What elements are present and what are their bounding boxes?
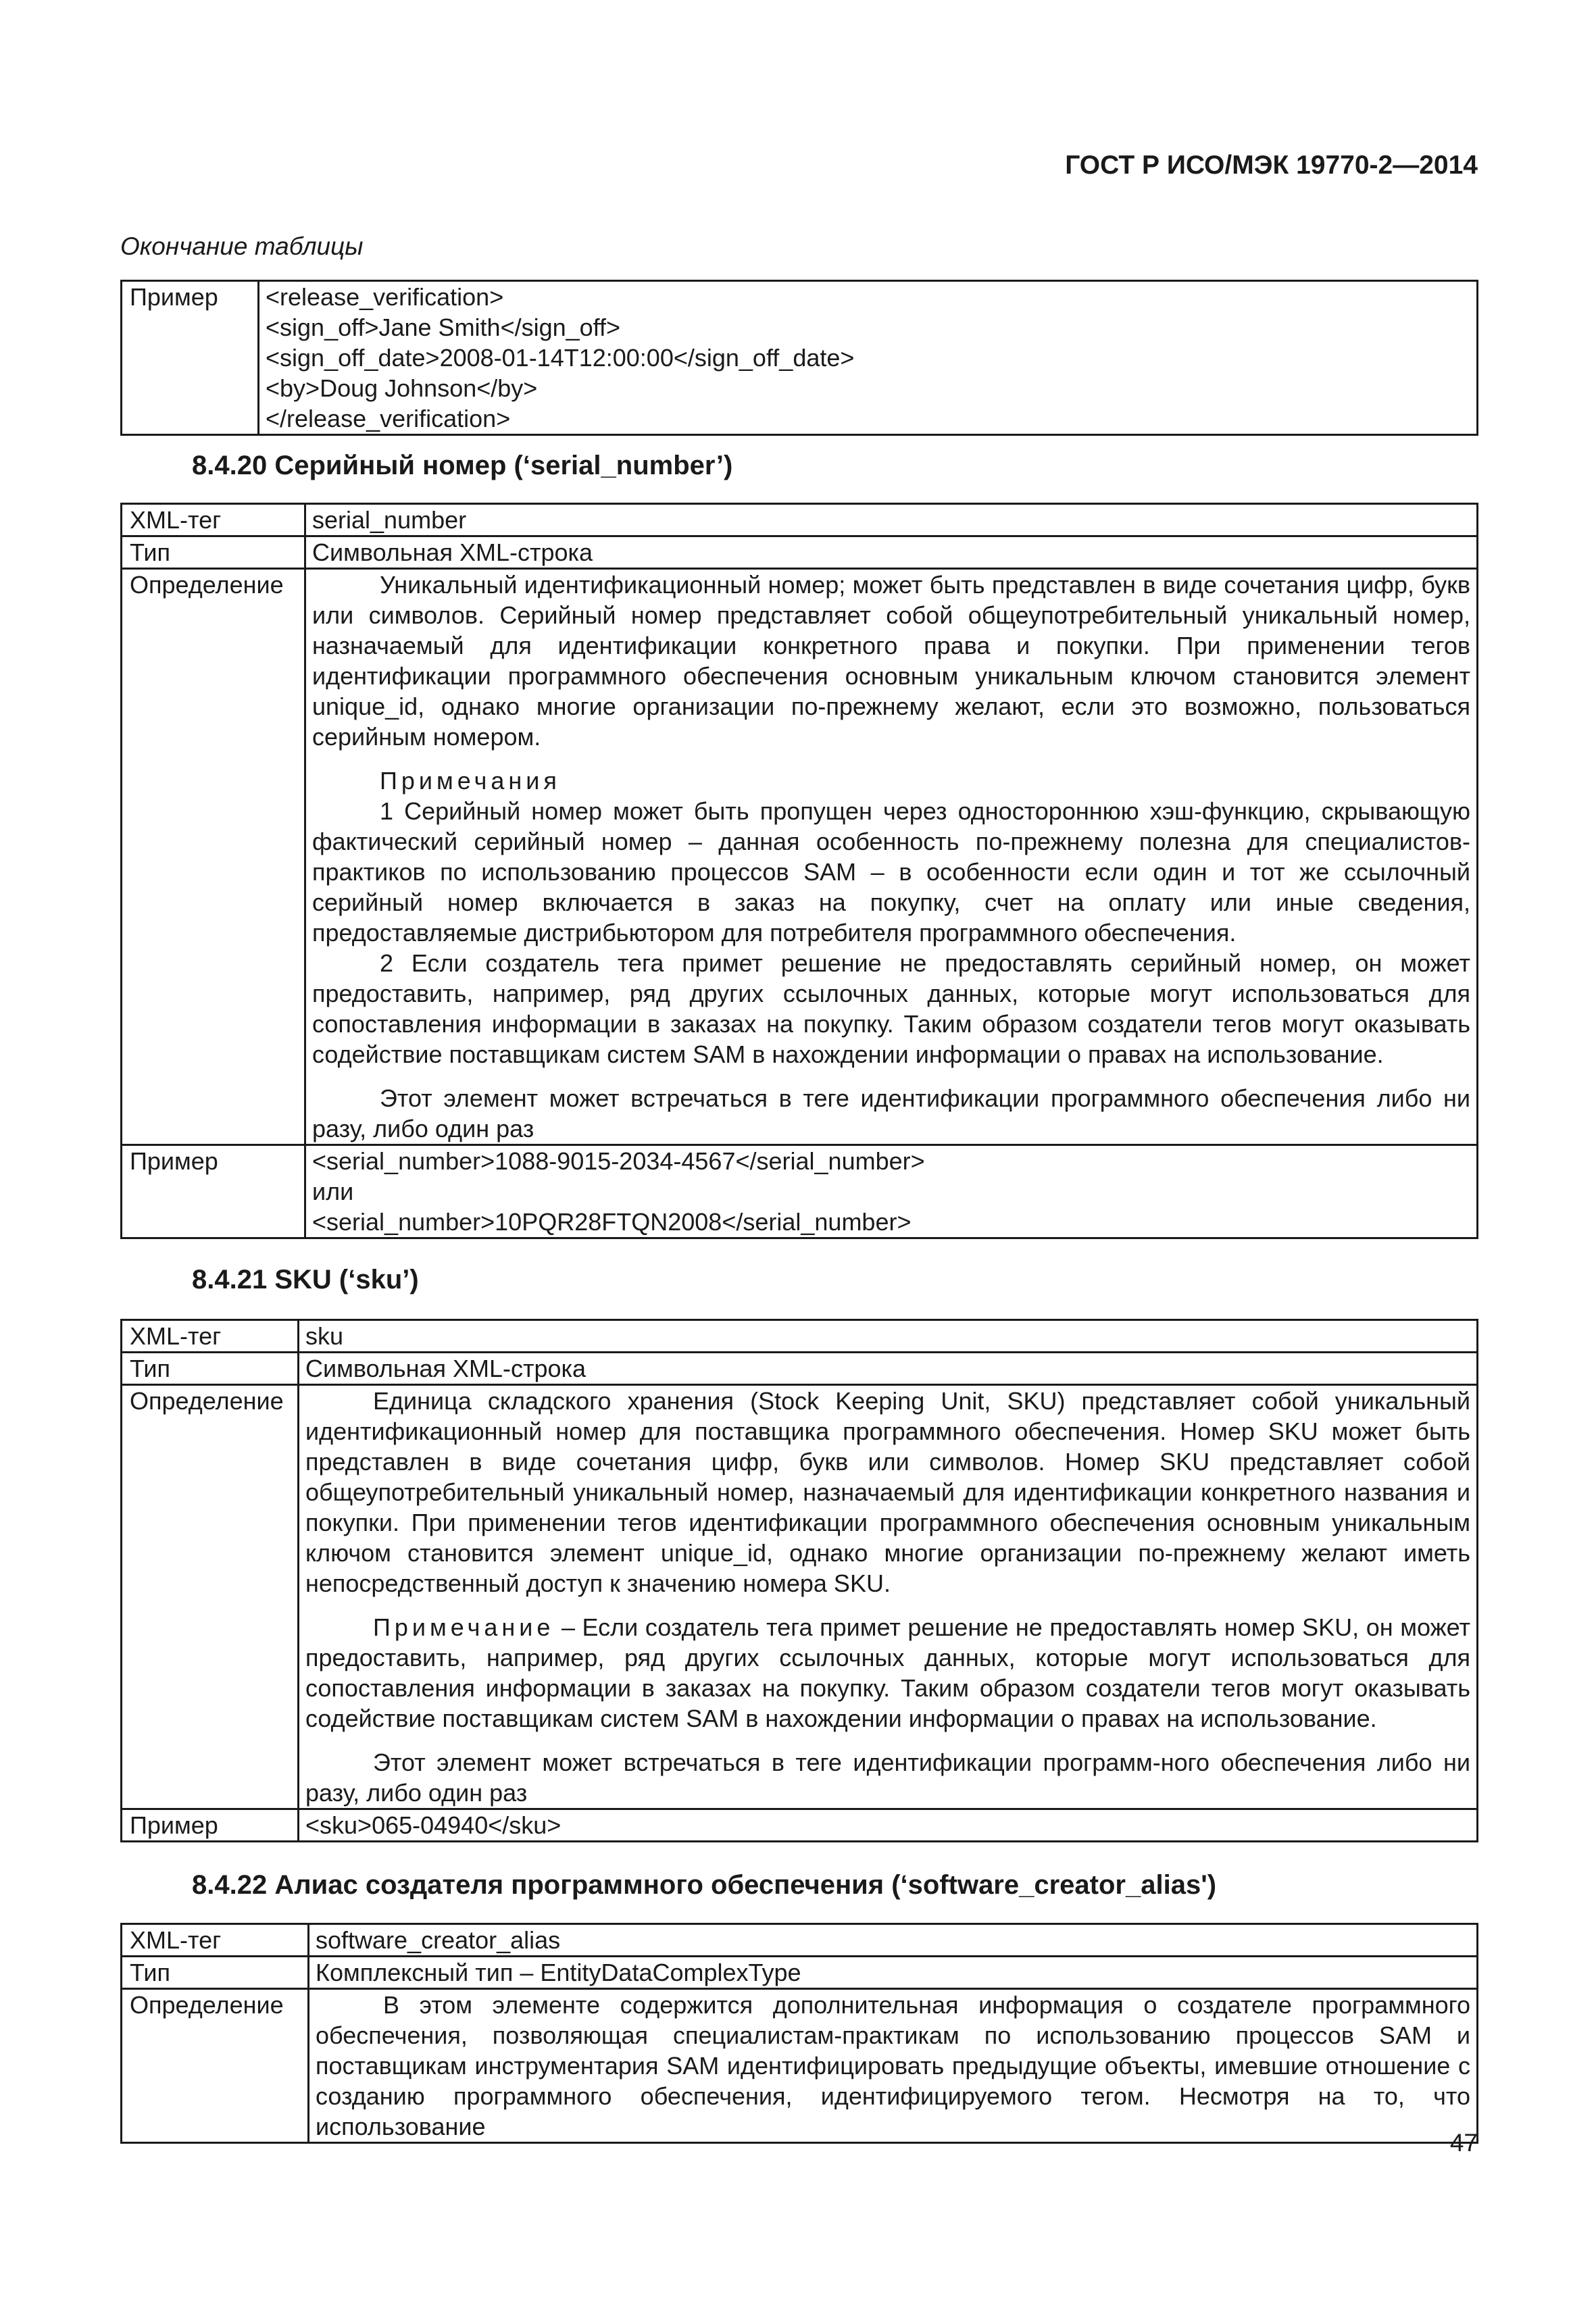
serial-number-table [120, 503, 1478, 1239]
definition-text: В этом элементе содержится дополнительная информация о создателе программного обеспечения, позволяющая специалистам-практикам по использованию процессов SAM и поставщикам инструментария SAM идентифицировать предыдущие объекты, имевшие отношение с созданию программного обеспечения, идентифицируемого тегом. Несмотря на то, что использование [316, 1991, 1470, 2140]
table-row [122, 1989, 1478, 2143]
note-title: Примечание [373, 1613, 555, 1641]
example-label: Пример [122, 281, 259, 435]
definition-label: Определение [122, 569, 305, 1145]
code-line: <sign_off>Jane Smith</sign_off> [266, 313, 621, 341]
type-value: Комплексный тип – EntityDataComplexType [309, 1957, 1478, 1989]
code-line: <by>Doug Johnson</by> [266, 374, 538, 402]
example-code [305, 1145, 1478, 1238]
sku-table [120, 1319, 1478, 1842]
note-1: 1 Серийный номер может быть пропущен через одностороннюю хэш-функцию, скрывающую фактический серийный номер – данная особенность по-прежнему полезна для специалистов-практиков по использованию процессов SAM – в особенности если один и тот же ссылочный серийный номер включается в заказ на покупку, счет на оплату или иные сведения, предоставляемые дистрибьютором для потребителя программного обеспечения. [312, 797, 1470, 947]
xml-tag-value: sku [299, 1320, 1478, 1353]
definition-cell [299, 1385, 1478, 1809]
creator-alias-table-block [120, 1923, 1478, 2144]
table-row [122, 1957, 1478, 1989]
note-2: 2 Если создатель тега примет решение не предоставлять серийный номер, он может предоставить, например, ряд других ссылочных данных, которые могут использоваться для сопоставления информации в заказах на покупку. Таким образом создатели тегов могут оказывать содействие поставщикам систем SAM в нахождении информации о правах на использование. [312, 949, 1470, 1068]
code-line: </release_verification> [266, 405, 511, 432]
table-row [122, 569, 1478, 1145]
occurrence-text: Этот элемент может встречаться в теге идентификации программ-ного обеспечения либо ни разу, либо один раз [305, 1749, 1470, 1807]
page-number: 47 [1449, 2129, 1478, 2157]
serial-number-table-block [120, 503, 1478, 1239]
definition-text: Уникальный идентификационный номер; может быть представлен в виде сочетания цифр, букв или символов. Серийный номер представляет собой общеупотребительный уникальный номер, назначаемый для идентификации конкретного права и покупки. При применении тегов идентификации программного обеспечения основным уникальным ключом становится элемент unique_id, однако многие организации по-прежнему желают, если это возможно, пользоваться серийным номером. [312, 571, 1470, 751]
table-row [122, 1320, 1478, 1353]
table-row [122, 536, 1478, 569]
definition-label: Определение [122, 1385, 299, 1809]
note [305, 1612, 1470, 1734]
type-label: Тип [122, 1957, 309, 1989]
note-text: – Если создатель тега примет решение не предоставлять номер SKU, он может предоставить, например, ряд других ссылочных данных, которые могут использоваться для сопоставления информации в заказах на покупку. Таким образом создатели тегов могут оказывать содействие поставщикам систем SAM в нахождении информации о правах на использование. [305, 1613, 1470, 1732]
xml-tag-value: serial_number [305, 504, 1478, 536]
code-line: <sign_off_date>2008-01-14T12:00:00</sign_off_date> [266, 344, 855, 372]
table-row [122, 504, 1478, 536]
creator-alias-table [120, 1923, 1478, 2144]
type-label: Тип [122, 1353, 299, 1385]
section-heading-8-4-20: 8.4.20 Серийный номер (‘serial_number’) [192, 451, 733, 480]
table-row [122, 1353, 1478, 1385]
sku-table-block [120, 1319, 1478, 1842]
type-value: Символьная XML-строка [305, 536, 1478, 569]
continued-table [120, 280, 1478, 436]
type-label: Тип [122, 536, 305, 569]
table-row [122, 1809, 1478, 1842]
type-value: Символьная XML-строка [299, 1353, 1478, 1385]
code-line: <serial_number>1088-9015-2034-4567</serial_number> [312, 1147, 925, 1175]
definition-label: Определение [122, 1989, 309, 2143]
example-label: Пример [122, 1145, 305, 1238]
table-continuation-caption: Окончание таблицы [120, 232, 364, 260]
example-code [259, 281, 1478, 435]
xml-tag-label: XML-тег [122, 504, 305, 536]
table-row [122, 1924, 1478, 1957]
definition-cell [309, 1989, 1478, 2143]
code-line: <release_verification> [266, 283, 504, 311]
table-row [122, 1145, 1478, 1238]
table-row [122, 1385, 1478, 1809]
definition-cell [305, 569, 1478, 1145]
table-row [122, 281, 1478, 435]
definition-text: Единица складского хранения (Stock Keeping Unit, SKU) представляет собой уникальный идентификационный номер для поставщика программного обеспечения. Номер SKU может быть представлен в виде сочетания цифр, букв или символов. Номер SKU представляет собой общеупотребительный уникальный номер, назначаемый для идентификации конкретного названия и покупки. При применении тегов идентификации программного обеспечения основным уникальным ключом становится элемент unique_id, однако многие организации по-прежнему желают иметь непосредственный доступ к значению номера SKU. [305, 1387, 1470, 1597]
section-heading-8-4-21: 8.4.21 SKU (‘sku’) [192, 1265, 419, 1294]
table-end-block [120, 280, 1478, 436]
section-heading-8-4-22: 8.4.22 Алиас создателя программного обеспечения (‘software_creator_alias') [192, 1870, 1217, 1900]
xml-tag-value: software_creator_alias [309, 1924, 1478, 1957]
notes-title: Примечания [380, 767, 561, 795]
code-line: <serial_number>10PQR28FTQN2008</serial_number> [312, 1208, 912, 1236]
xml-tag-label: XML-тег [122, 1320, 299, 1353]
example-code: <sku>065-04940</sku> [299, 1809, 1478, 1842]
example-label: Пример [122, 1809, 299, 1842]
occurrence-text: Этот элемент может встречаться в теге идентификации программного обеспечения либо ни разу, либо один раз [312, 1084, 1470, 1142]
document-header: ГОСТ Р ИСО/МЭК 19770-2—2014 [1065, 151, 1478, 180]
xml-tag-label: XML-тег [122, 1924, 309, 1957]
code-line: или [312, 1178, 354, 1205]
